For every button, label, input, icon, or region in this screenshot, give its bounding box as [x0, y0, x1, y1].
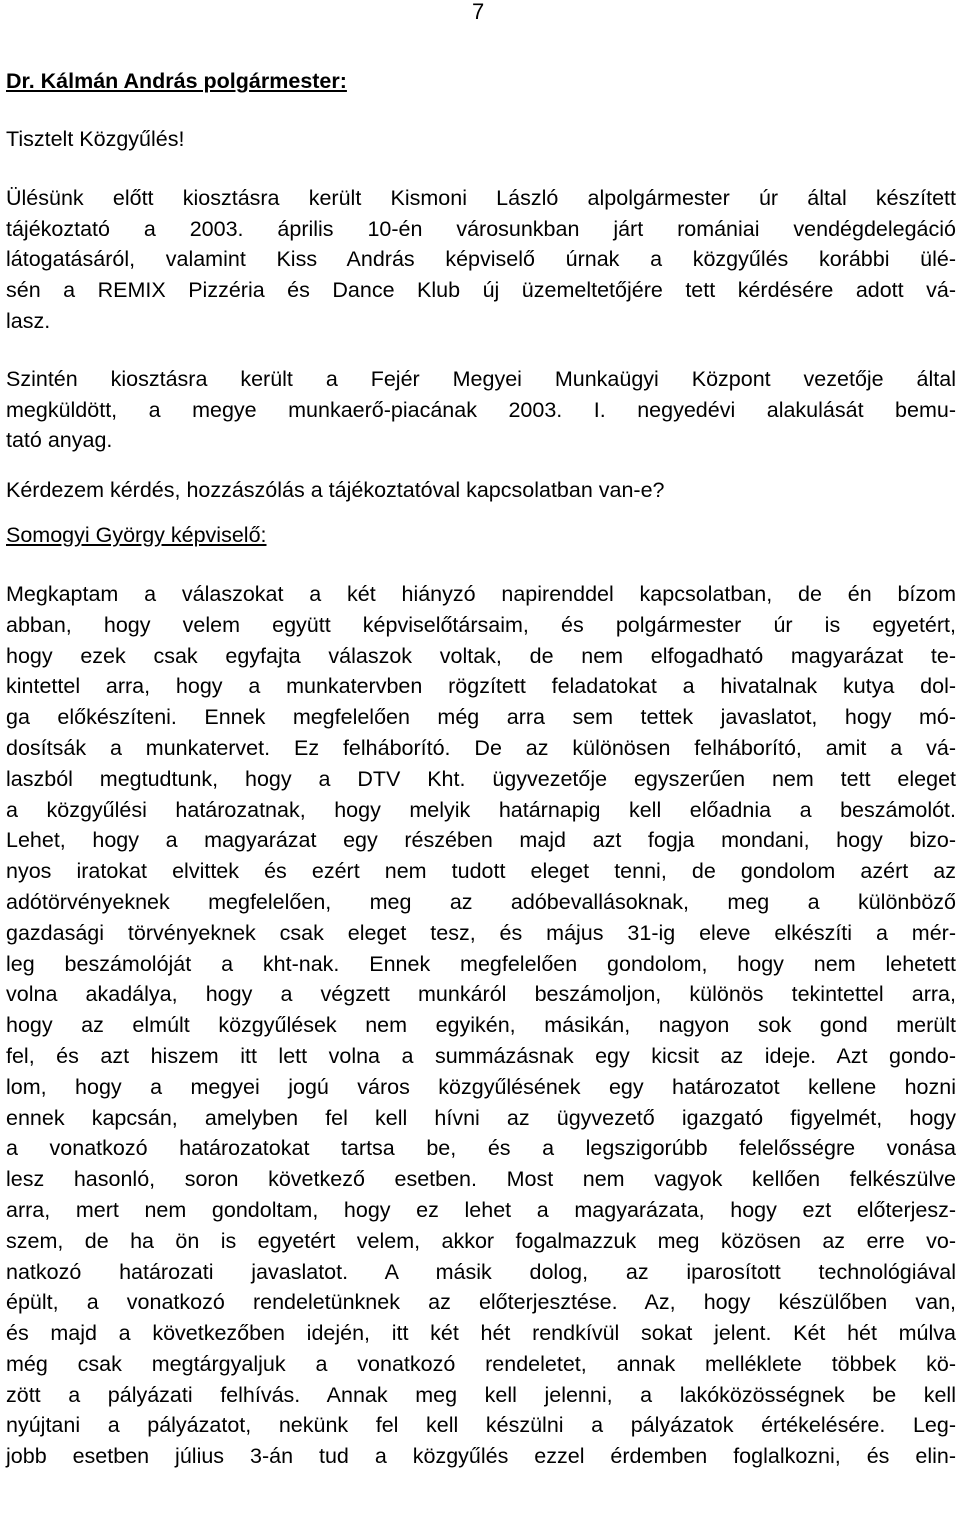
- paragraph-line: megküldött, a megye munkaerő-piacának 2003. I. negyedévi alakulását bemu-: [6, 397, 956, 422]
- speaker-heading-representative: Somogyi György képviselő:: [6, 522, 267, 547]
- paragraph-line: Szintén kiosztásra került a Fejér Megyei Munkaügyi Központ vezetője által: [6, 366, 956, 391]
- paragraph-line: Ülésünk előtt kiosztásra került Kismoni László alpolgármester úr által készített: [6, 185, 956, 210]
- paragraph-line: leg beszámolóját a kht-nak. Ennek megfelelően gondolom, hogy nem lehetett: [6, 951, 956, 976]
- paragraph-line: nyújtani a pályázatot, nekünk fel kell készülni a pályázatok értékelésére. Leg-: [6, 1413, 956, 1438]
- paragraph-line: lom, hogy a megyei jogú város közgyűlésének egy határozatot kellene hozni: [6, 1074, 956, 1099]
- paragraph-line: tató anyag.: [6, 428, 113, 453]
- paragraph-line: kintettel arra, hogy a munkatervben rögzített feladatokat a hivatalnak kutya dol-: [6, 674, 956, 699]
- paragraph-line: arra, mert nem gondoltam, hogy ez lehet a magyarázata, hogy ezt előterjesz-: [6, 1197, 956, 1222]
- paragraph-line: fel, és azt hiszem itt lett volna a summázásnak egy kicsit az ideje. Azt gondo-: [6, 1043, 956, 1068]
- paragraph-line: szem, de ha ön is egyetért velem, akkor fogalmazzuk meg közösen az erre vo-: [6, 1228, 956, 1253]
- paragraph-line: épült, a vonatkozó rendeletünknek az előterjesztése. Az, hogy készülőben van,: [6, 1290, 956, 1315]
- paragraph-line: abban, hogy velem együtt képviselőtársaim, és polgármester úr is egyetért,: [6, 612, 956, 637]
- paragraph-line: zött a pályázati felhívás. Annak meg kell jelenni, a lakóközösségnek be kell: [6, 1382, 956, 1407]
- paragraph-line: natkozó határozati javaslatot. A másik dolog, az iparosított technológiával: [6, 1259, 956, 1284]
- paragraph-line: és majd a következőben idején, itt két hét rendkívül sokat jelent. Két hét múlva: [6, 1321, 956, 1346]
- paragraph-line: lesz hasonló, soron következő esetben. Most nem vagyok kellően felkészülve: [6, 1167, 956, 1192]
- paragraph-line: hogy ezek csak egyfajta válaszok voltak, de nem elfogadható magyarázat te-: [6, 643, 956, 668]
- paragraph-line: még csak megtárgyaljuk a vonatkozó rendeletet, annak melléklete többek kö-: [6, 1351, 956, 1376]
- question-paragraph: [6, 475, 956, 506]
- paragraph-1: [6, 183, 956, 337]
- paragraph-line: sén a REMIX Pizzéria és Dance Klub új üzemeltetőjére tett kérdésére adott vá-: [6, 278, 956, 303]
- paragraph-line: jobb esetben július 3-án tud a közgyűlés ezzel érdemben foglalkozni, és elin-: [6, 1444, 956, 1469]
- paragraph-line: volna akadálya, hogy a végzett munkáról beszámoljon, különös tekintettel arra,: [6, 982, 956, 1007]
- paragraph-line: Megkaptam a válaszokat a két hiányzó napirenddel kapcsolatban, de én bízom: [6, 581, 956, 606]
- paragraph-line: a vonatkozó határozatokat tartsa be, és a legszigorúbb felelősségre vonása: [6, 1136, 956, 1161]
- paragraph-line: hogy az elmúlt közgyűlések nem egyikén, másikán, nagyon sok gond merült: [6, 1013, 956, 1038]
- paragraph-line: Kérdezem kérdés, hozzászólás a tájékoztatóval kapcsolatban van-e?: [6, 478, 665, 503]
- document-body: [6, 66, 956, 1472]
- paragraph-line: adótörvényeknek megfelelően, meg az adóbevallásoknak, meg a különböző: [6, 889, 956, 914]
- greeting: Tisztelt Közgyűlés!: [6, 127, 185, 151]
- paragraph-line: tájékoztató a 2003. április 10-én városunkban járt romániai vendégdelegáció: [6, 216, 956, 241]
- paragraph-3: [6, 579, 956, 1472]
- paragraph-line: nyos iratokat elvittek és ezért nem tudott eleget tenni, de gondolom azért az: [6, 859, 956, 884]
- paragraph-line: Lehet, hogy a magyarázat egy részében majd azt fogja mondani, hogy bizo-: [6, 828, 956, 853]
- paragraph-line: látogatásáról, valamint Kiss András képviselő úrnak a közgyűlés korábbi ülé-: [6, 247, 956, 272]
- paragraph-line: a közgyűlési határozatnak, hogy melyik határnapig kell előadnia a beszámolót.: [6, 797, 956, 822]
- paragraph-2: [6, 364, 956, 456]
- paragraph-line: ennek kapcsán, amelyben fel kell hívni az ügyvezető igazgató figyelmét, hogy: [6, 1105, 956, 1130]
- paragraph-line: laszból megtudtunk, hogy a DTV Kht. ügyvezetője egyszerűen nem tett eleget: [6, 766, 956, 791]
- paragraph-line: dosítsák a munkatervet. Ez felháborító. De az különösen felháborító, amit a vá-: [6, 735, 956, 760]
- paragraph-line: lasz.: [6, 308, 51, 333]
- page-number: 7: [472, 0, 485, 24]
- paragraph-line: ga előkészíteni. Ennek megfelelően még arra sem tettek javaslatot, hogy mó-: [6, 705, 956, 730]
- paragraph-line: gazdasági törvényeknek csak eleget tesz, és május 31-ig eleve elkészíti a mér-: [6, 920, 956, 945]
- speaker-heading-mayor: Dr. Kálmán András polgármester:: [6, 69, 347, 93]
